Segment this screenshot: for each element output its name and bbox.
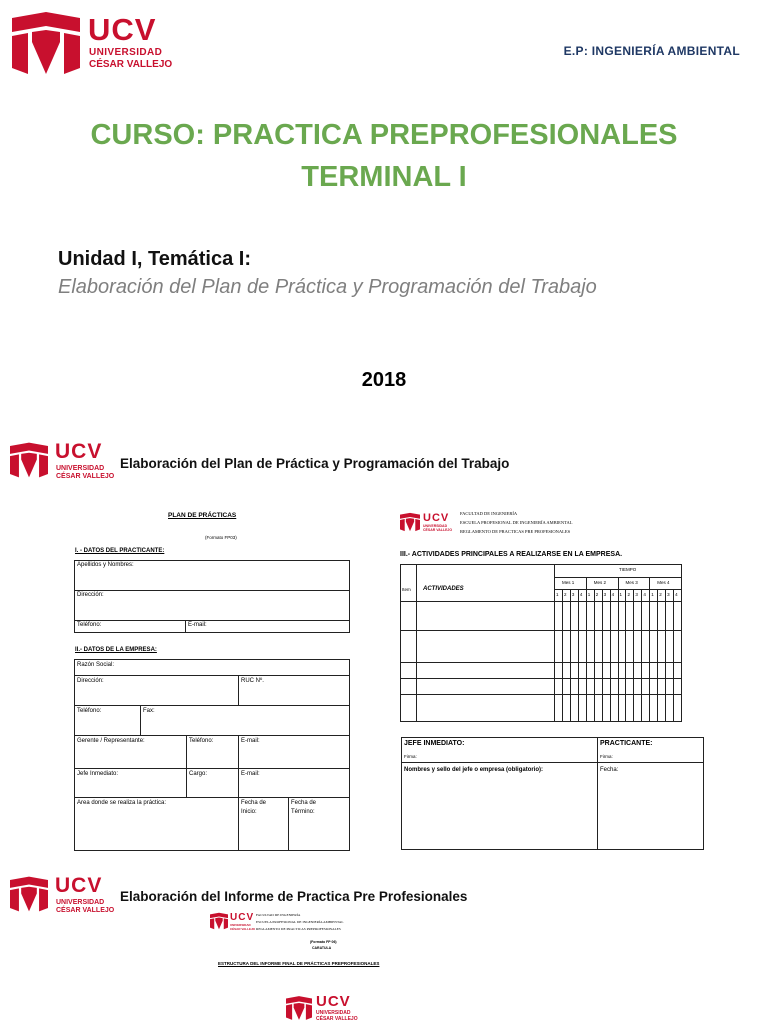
student-signature-label: Firma:: [600, 754, 613, 759]
unit-subtitle: Elaboración del Plan de Práctica y Programación del Trabajo: [58, 276, 597, 298]
report-structure: ESTRUCTURA DEL INFORME FINAL DE PRÁCTICAS PREPROFESIONALES: [218, 961, 380, 966]
boss-names-label: Nombres y sello del jefe o empresa (obligatorio):: [404, 767, 544, 773]
course-title-line1: CURSO: PRACTICA PREPROFESIONALES: [90, 119, 678, 151]
logo-line2: CÉSAR VALLEJO: [56, 473, 115, 480]
company-field-label: Razón Social:: [77, 662, 115, 668]
section1-title: Elaboración del Plan de Práctica y Programación del Trabajo: [120, 456, 510, 471]
logo-line1: UNIVERSIDAD: [316, 1010, 351, 1016]
activities-heading: III.- ACTIVIDADES PRINCIPALES A REALIZARSE EN LA EMPRESA.: [400, 551, 623, 558]
area-label: Area donde se realiza la práctica:: [77, 800, 167, 806]
week-header: 4: [579, 592, 583, 597]
item-label: Item: [402, 587, 411, 592]
week-header: 3: [571, 592, 575, 597]
boss-email-label: E-mail:: [241, 771, 260, 777]
date-label: Fecha:: [600, 767, 619, 773]
practicante-table: [74, 560, 350, 633]
logo-acronym: UCV: [316, 993, 351, 1010]
logo-acronym: UCV: [55, 440, 103, 463]
name-field-label: Apellidos y Nombres:: [77, 562, 134, 568]
activities-table: [400, 564, 682, 722]
ucv-emblem-icon: [400, 512, 420, 532]
ucv-logo-activities: [400, 512, 456, 534]
logo-line1: UNIVERSIDAD: [423, 524, 448, 528]
month-header: Mes 4: [657, 580, 670, 585]
report-cover: CARATULA: [312, 946, 332, 950]
logo-acronym: UCV: [88, 12, 157, 47]
ruc-label: RUC Nº.: [241, 678, 264, 684]
week-header: 2: [659, 592, 662, 597]
week-header: 1: [556, 592, 559, 597]
logo-line1: UNIVERSIDAD: [89, 47, 163, 58]
boss-signature-heading: JEFE INMEDIATO:: [404, 740, 465, 747]
month-header: Mes 2: [593, 580, 607, 585]
logo-acronym: UCV: [55, 874, 103, 897]
student-signature-heading: PRACTICANTE:: [600, 740, 653, 747]
week-header: 3: [603, 592, 607, 597]
manager-email-label: E-mail:: [241, 738, 260, 744]
manager-phone-label: Teléfono:: [189, 738, 214, 744]
report-code: (Formato FP 06): [310, 940, 337, 944]
practicante-heading: I. - DATOS DEL PRACTICANTE:: [75, 548, 165, 554]
month-header: Mes 3: [625, 580, 638, 585]
ucv-emblem-icon: [210, 912, 228, 930]
week-header: 3: [635, 592, 638, 597]
phone-field-label: Teléfono:: [77, 622, 102, 628]
activities-regulation: REGLAMENTO DE PRACTICAS PRE PROFESIONALES: [460, 529, 571, 534]
report-faculty: FACULTAD DE INGENIERÍA: [256, 913, 301, 917]
empresa-table: [74, 659, 350, 851]
logo-acronym: UCV: [230, 912, 255, 923]
year: 2018: [361, 369, 407, 391]
ucv-logo-section2: [10, 874, 120, 916]
end-date-label-2: Término:: [291, 809, 315, 815]
empresa-heading: II.- DATOS DE LA EMPRESA:: [75, 647, 157, 653]
logo-acronym: UCV: [423, 512, 450, 524]
ucv-logo-header: [12, 12, 172, 74]
logo-line2: CÉSAR VALLEJO: [56, 907, 115, 914]
signature-table: [401, 737, 704, 850]
logo-line2: CÉSAR VALLEJO: [423, 528, 453, 532]
email-field-label: E-mail:: [188, 622, 207, 628]
course-title-line2: TERMINAL I: [301, 161, 467, 193]
logo-line1: UNIVERSIDAD: [230, 923, 251, 927]
company-phone-label: Teléfono:: [77, 708, 102, 714]
logo-line2: CÉSAR VALLEJO: [230, 927, 255, 931]
ucv-emblem-icon: [286, 994, 312, 1022]
activities-faculty: FACULTAD DE INGENIERÍA: [460, 511, 518, 516]
week-header: 4: [611, 592, 615, 597]
start-date-label-2: Inicio:: [241, 809, 257, 815]
logo-line2: CÉSAR VALLEJO: [316, 1016, 358, 1022]
ucv-emblem-icon: [10, 440, 48, 480]
week-header: 2: [627, 592, 630, 597]
plan-form-code: (Formato FP03): [205, 535, 237, 540]
end-date-label-1: Fecha de: [291, 800, 317, 806]
school-name: E.P: INGENIERÍA AMBIENTAL: [563, 44, 740, 58]
activities-school: ESCUELA PROFESIONAL DE INGENIERÍA AMBIENTAL: [460, 520, 573, 525]
month-header: Mes 1: [562, 580, 575, 585]
section2-title: Elaboración del Informe de Practica Pre Profesionales: [120, 889, 468, 904]
logo-line1: UNIVERSIDAD: [56, 465, 105, 472]
activities-label: ACTIVIDADES: [423, 586, 464, 592]
ucv-logo-bottom: [286, 994, 366, 1024]
week-header: 1: [651, 592, 654, 597]
week-header: 3: [667, 592, 670, 597]
week-header: 2: [595, 592, 599, 597]
boss-label: Jefe Inmediato:: [77, 771, 119, 777]
manager-label: Gerente / Representante:: [77, 738, 145, 744]
ucv-logo-report: [210, 912, 262, 932]
logo-line2: CÉSAR VALLEJO: [89, 59, 173, 70]
report-school: ESCUELA PROFESIONAL DE INGENIERÍA AMBIENTAL: [256, 920, 344, 924]
ucv-logo-section1: [10, 440, 120, 482]
week-header: 4: [643, 592, 646, 597]
ucv-emblem-icon: [10, 874, 48, 914]
week-header: 1: [619, 592, 623, 597]
time-label: TIEMPO: [619, 567, 637, 572]
plan-form-title: PLAN DE PRÁCTICAS: [168, 512, 237, 519]
company-address-label: Dirección:: [77, 678, 104, 684]
week-header: 1: [587, 592, 591, 597]
unit-title: Unidad I, Temática I:: [58, 248, 251, 270]
boss-signature-label: Firma:: [404, 754, 417, 759]
address-field-label: Dirección:: [77, 592, 104, 598]
report-regulation: REGLAMENTO DE PRACTICAS PREPROFESIONALES: [256, 927, 341, 931]
week-header: 2: [563, 592, 567, 597]
start-date-label-1: Fecha de: [241, 800, 267, 806]
ucv-emblem-icon: [12, 12, 80, 74]
week-header: 4: [675, 592, 678, 597]
fax-label: Fax:: [143, 708, 155, 714]
logo-line1: UNIVERSIDAD: [56, 899, 105, 906]
position-label: Cargo:: [189, 771, 208, 777]
